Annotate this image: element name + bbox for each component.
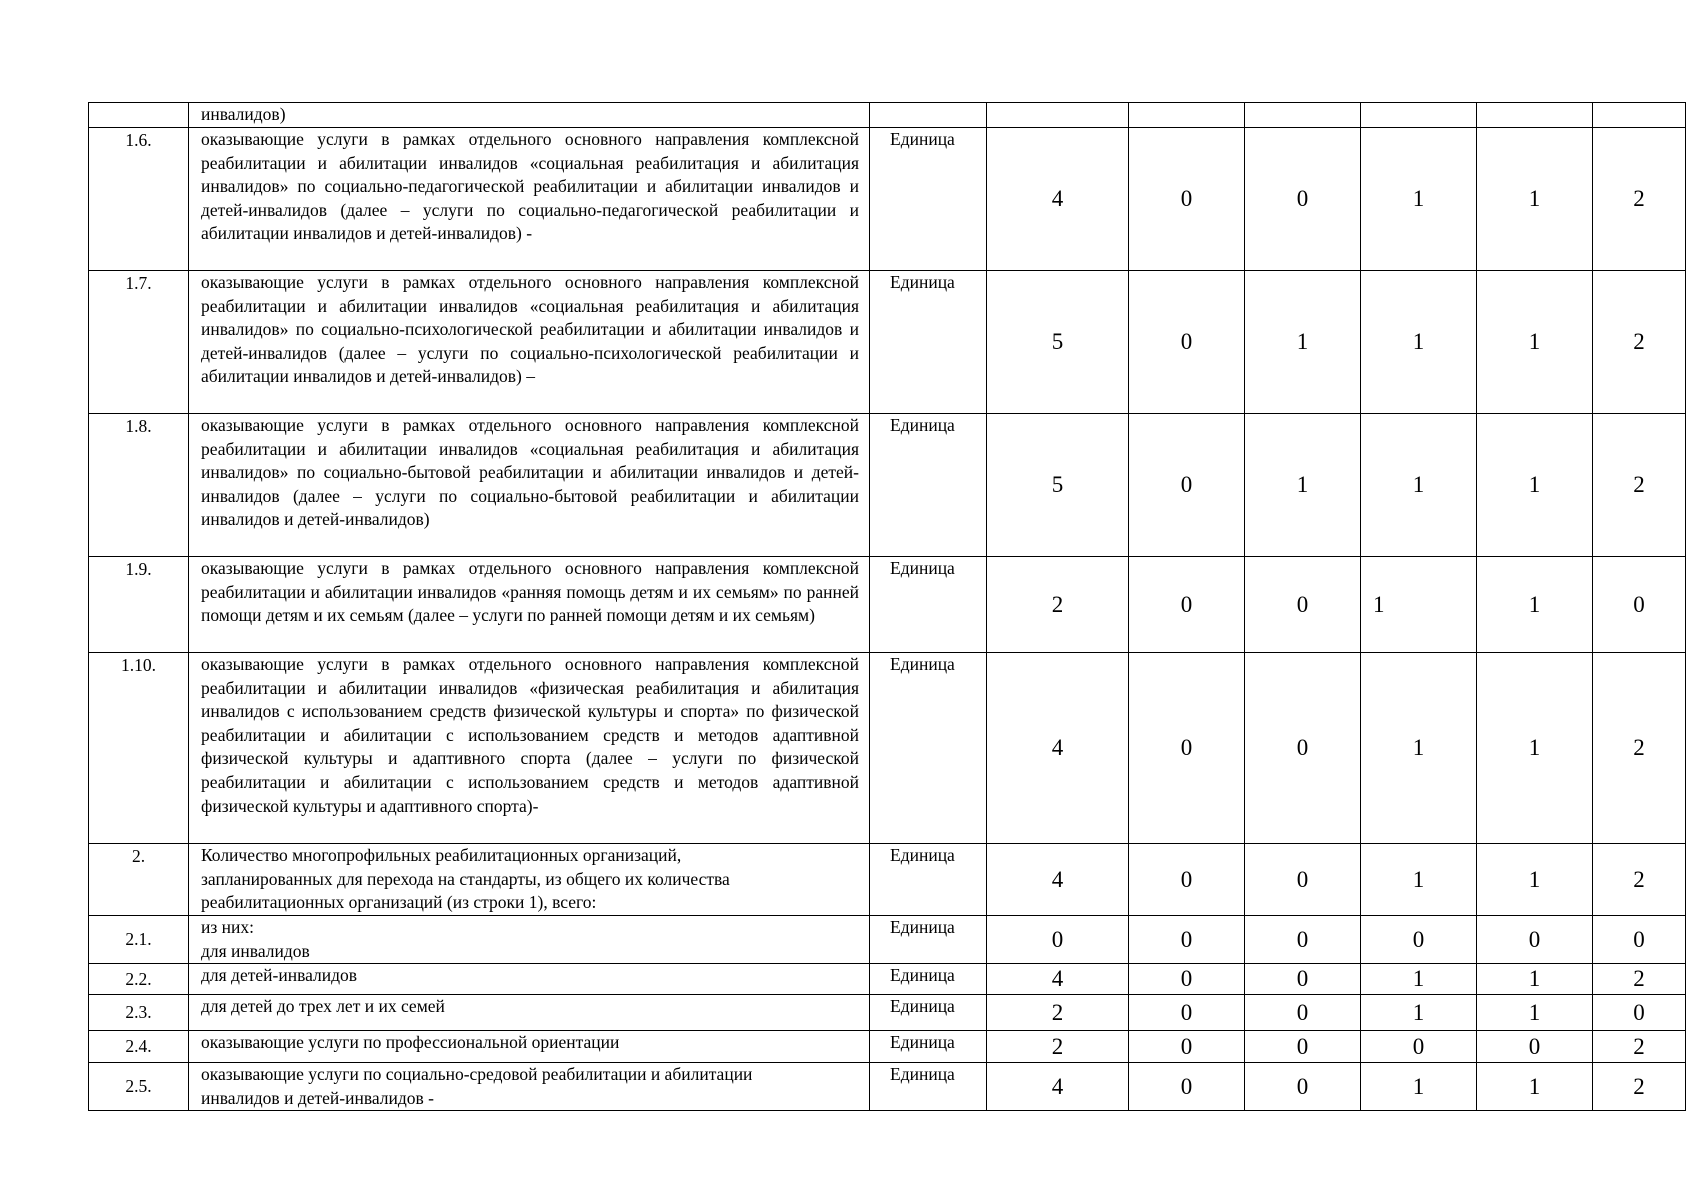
description-line: Количество многопрофильных реабилитационных организаций, <box>201 845 682 865</box>
value-cell: 0 <box>1245 1063 1361 1111</box>
row-number: 1.10. <box>89 653 189 844</box>
value-cell: 1 <box>1477 1063 1593 1111</box>
row-number: 2.5. <box>89 1063 189 1111</box>
description-line: инвалидов и детей-инвалидов - <box>201 1087 434 1108</box>
row-unit: Единица <box>870 414 987 557</box>
value-cell: 1 <box>1361 128 1477 271</box>
value-cell: 2 <box>987 1031 1129 1063</box>
value-cell: 0 <box>1129 844 1245 916</box>
table-row <box>89 844 1686 916</box>
row-description: оказывающие услуги по профессиональной ориентации <box>189 1031 870 1063</box>
value-cell: 0 <box>1361 916 1477 964</box>
table-row <box>89 995 1686 1031</box>
value-cell: 0 <box>1245 916 1361 964</box>
value-cell: 1 <box>1361 653 1477 844</box>
value-cell: 0 <box>1129 414 1245 557</box>
value-cell: 4 <box>987 964 1129 995</box>
row-description: оказывающие услуги в рамках отдельного основного направления комплексной реабилитации и абилитации инвалидов «социальная реабилитация и абилитация инвалидов» по социально-педагогической реабилитации и абилитации инвалидов и детей-инвалидов (далее – услуги по социально-педагогической реабилитации и абилитации инвалидов и детей-инвалидов) - <box>189 128 870 271</box>
value-cell: 0 <box>1129 916 1245 964</box>
value-cell: 0 <box>1593 557 1686 653</box>
row-unit: Единица <box>870 271 987 414</box>
row-number <box>89 103 189 128</box>
value-cell: 1 <box>1477 414 1593 557</box>
description-line: для инвалидов <box>201 940 310 961</box>
row-unit: Единица <box>870 844 987 916</box>
row-number: 1.7. <box>89 271 189 414</box>
value-cell: 1 <box>1477 128 1593 271</box>
row-description: для детей до трех лет и их семей <box>189 995 870 1031</box>
row-description <box>189 916 870 964</box>
value-cell: 4 <box>987 128 1129 271</box>
row-unit: Единица <box>870 964 987 995</box>
description-line: из них: <box>201 917 254 937</box>
table-row <box>89 916 1686 964</box>
row-description: оказывающие услуги в рамках отдельного основного направления комплексной реабилитации и абилитации инвалидов «социальная реабилитация и абилитация инвалидов» по социально-психологической реабилитации и абилитации инвалидов и детей-инвалидов (далее – услуги по социально-психологической реабилитации и абилитации инвалидов и детей-инвалидов) – <box>189 271 870 414</box>
row-number: 2.1. <box>89 916 189 964</box>
value-cell: 2 <box>987 995 1129 1031</box>
row-description: оказывающие услуги в рамках отдельного основного направления комплексной реабилитации и абилитации инвалидов «физическая реабилитация и абилитация инвалидов с использованием средств физической культуры и спорта» по физической реабилитации и абилитации с использованием средств и методов адаптивной физической культуры и адаптивного спорта (далее – услуги по физической реабилитации и абилитации с использованием средств и методов адаптивной физической культуры и адаптивного спорта)- <box>189 653 870 844</box>
table-row <box>89 1063 1686 1111</box>
value-cell: 4 <box>987 844 1129 916</box>
value-cell: 4 <box>987 653 1129 844</box>
value-cell: 0 <box>1477 1031 1593 1063</box>
value-cell: 0 <box>1129 964 1245 995</box>
value-cell: 1 <box>1245 271 1361 414</box>
value-cell <box>1593 103 1686 128</box>
value-cell: 4 <box>987 1063 1129 1111</box>
value-cell: 5 <box>987 271 1129 414</box>
table-row <box>89 271 1686 414</box>
description-line: реабилитационных организаций (из строки 1), всего: <box>201 892 597 913</box>
value-cell: 0 <box>1129 1063 1245 1111</box>
description-line: оказывающие услуги по социально-средовой реабилитации и абилитации <box>201 1064 753 1085</box>
description-line: запланированных для перехода на стандарты, из общего их количества <box>201 868 730 889</box>
row-description: инвалидов) <box>189 103 870 128</box>
value-cell: 1 <box>1477 557 1593 653</box>
value-cell: 0 <box>1245 995 1361 1031</box>
value-cell: 2 <box>1593 414 1686 557</box>
value-cell: 1 <box>1361 557 1477 653</box>
value-cell <box>987 103 1129 128</box>
value-cell: 0 <box>1129 1031 1245 1063</box>
row-description: оказывающие услуги в рамках отдельного основного направления комплексной реабилитации и абилитации инвалидов «социальная реабилитация и абилитация инвалидов» по социально-бытовой реабилитации и абилитации инвалидов и детей-инвалидов (далее – услуги по социально-бытовой реабилитации и абилитации инвалидов и детей-инвалидов) <box>189 414 870 557</box>
row-number: 2.3. <box>89 995 189 1031</box>
value-cell: 1 <box>1477 653 1593 844</box>
value-cell: 1 <box>1477 271 1593 414</box>
table-row <box>89 103 1686 128</box>
table-row <box>89 414 1686 557</box>
value-cell: 0 <box>1129 653 1245 844</box>
row-description: оказывающие услуги в рамках отдельного основного направления комплексной реабилитации и абилитации инвалидов «ранняя помощь детям и их семьям» по ранней помощи детям и их семьям (далее – услуги по ранней помощи детям и их семьям) <box>189 557 870 653</box>
row-number: 1.8. <box>89 414 189 557</box>
value-cell: 1 <box>1477 995 1593 1031</box>
value-cell: 0 <box>1245 964 1361 995</box>
value-cell: 2 <box>1593 271 1686 414</box>
row-unit: Единица <box>870 1063 987 1111</box>
value-cell: 0 <box>1477 916 1593 964</box>
value-cell: 1 <box>1477 964 1593 995</box>
row-description <box>189 844 870 916</box>
table-row <box>89 557 1686 653</box>
row-number: 2.2. <box>89 964 189 995</box>
value-cell: 2 <box>1593 653 1686 844</box>
value-cell: 1 <box>1361 414 1477 557</box>
value-cell: 0 <box>1593 916 1686 964</box>
row-unit: Единица <box>870 995 987 1031</box>
value-cell: 1 <box>1361 271 1477 414</box>
value-cell: 0 <box>1245 1031 1361 1063</box>
table-row <box>89 128 1686 271</box>
row-unit: Единица <box>870 1031 987 1063</box>
row-number: 1.6. <box>89 128 189 271</box>
value-cell: 1 <box>1245 414 1361 557</box>
row-description: для детей-инвалидов <box>189 964 870 995</box>
value-cell: 2 <box>1593 964 1686 995</box>
row-description <box>189 1063 870 1111</box>
value-cell: 0 <box>1245 653 1361 844</box>
value-cell <box>1477 103 1593 128</box>
value-cell: 1 <box>1361 844 1477 916</box>
value-cell: 0 <box>1129 128 1245 271</box>
row-unit: Единица <box>870 557 987 653</box>
value-cell <box>1361 103 1477 128</box>
indicator-table <box>88 102 1686 1111</box>
value-cell: 2 <box>1593 1031 1686 1063</box>
value-cell <box>1245 103 1361 128</box>
value-cell: 0 <box>1129 557 1245 653</box>
value-cell: 2 <box>1593 1063 1686 1111</box>
value-cell: 0 <box>1129 995 1245 1031</box>
row-number: 1.9. <box>89 557 189 653</box>
table-row <box>89 653 1686 844</box>
row-unit: Единица <box>870 916 987 964</box>
value-cell: 0 <box>987 916 1129 964</box>
value-cell: 2 <box>1593 844 1686 916</box>
table-row <box>89 1031 1686 1063</box>
row-number: 2. <box>89 844 189 916</box>
table-row <box>89 964 1686 995</box>
row-unit <box>870 103 987 128</box>
value-cell: 0 <box>1245 557 1361 653</box>
value-cell: 1 <box>1477 844 1593 916</box>
value-cell: 1 <box>1361 1063 1477 1111</box>
value-cell: 0 <box>1129 271 1245 414</box>
value-cell: 0 <box>1245 844 1361 916</box>
value-cell: 2 <box>1593 128 1686 271</box>
value-cell <box>1129 103 1245 128</box>
row-unit: Единица <box>870 653 987 844</box>
value-cell: 1 <box>1361 995 1477 1031</box>
value-cell: 0 <box>1361 1031 1477 1063</box>
row-number: 2.4. <box>89 1031 189 1063</box>
value-cell: 0 <box>1245 128 1361 271</box>
value-cell: 2 <box>987 557 1129 653</box>
value-cell: 5 <box>987 414 1129 557</box>
value-cell: 0 <box>1593 995 1686 1031</box>
row-unit: Единица <box>870 128 987 271</box>
value-cell: 1 <box>1361 964 1477 995</box>
